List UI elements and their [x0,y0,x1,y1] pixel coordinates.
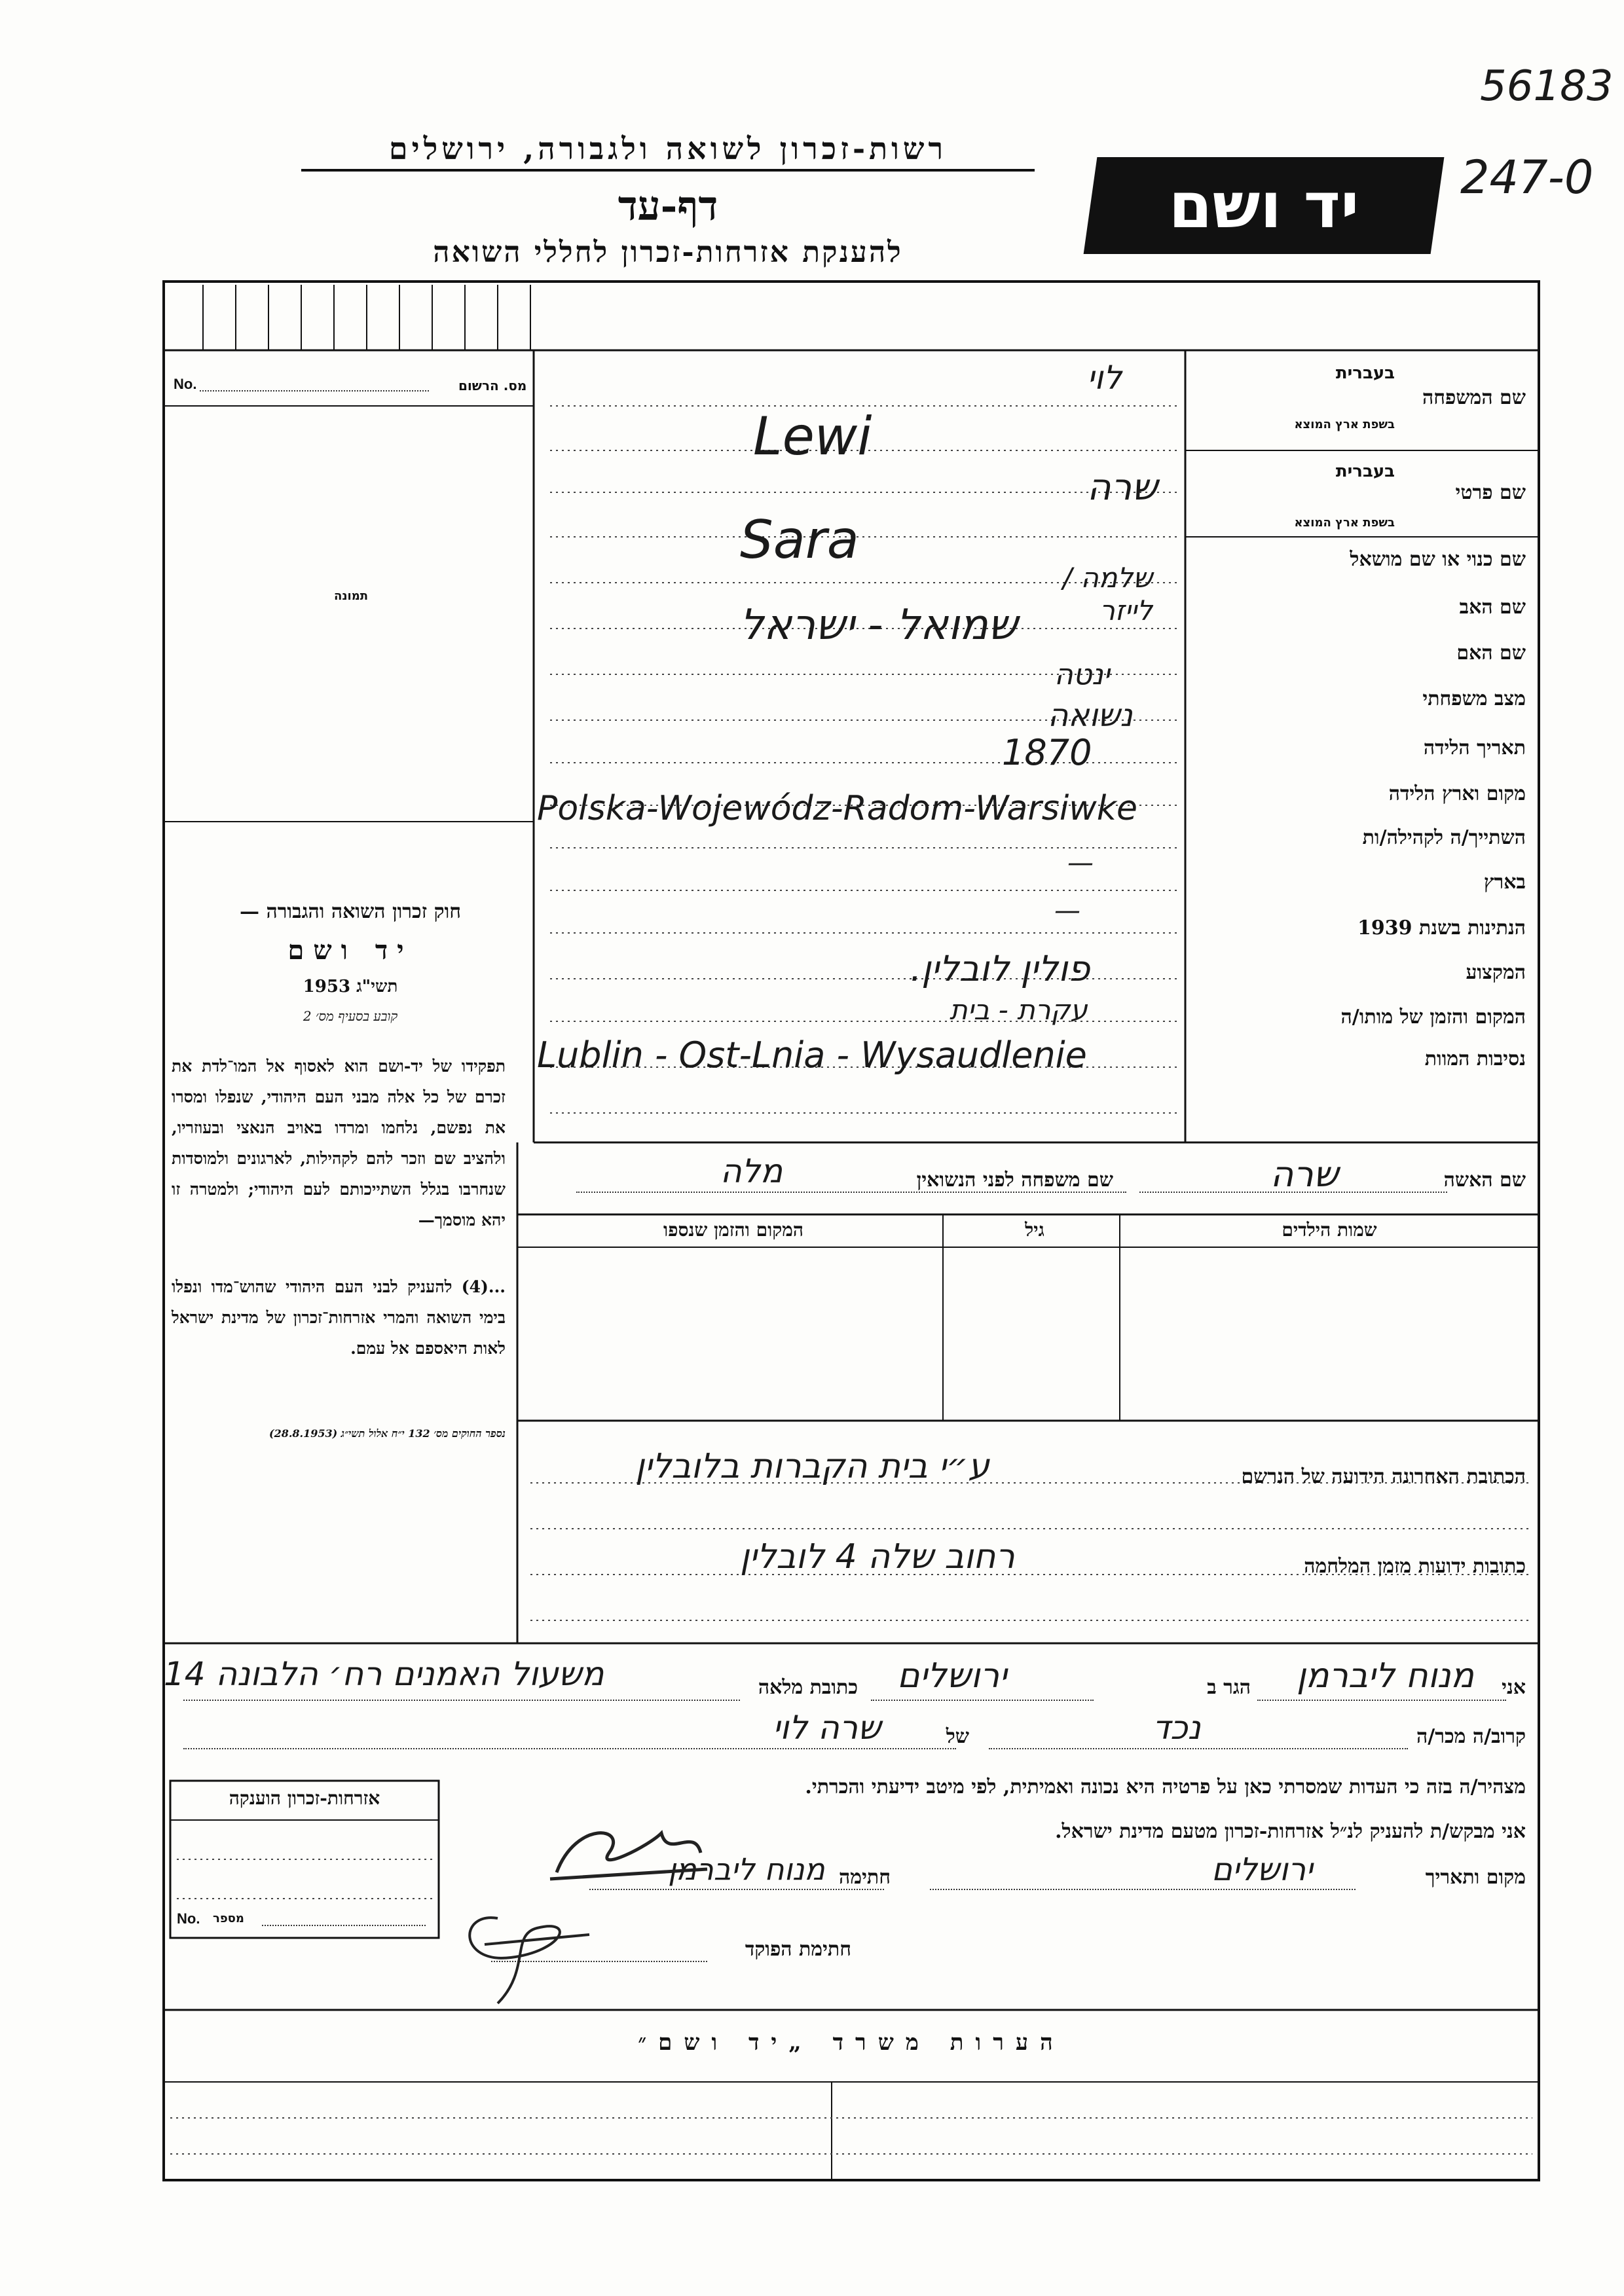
authority-title: רשות-זכרון לשואה ולגבורה, ירושלים [301,131,1035,172]
maiden-name-value[interactable]: מלה [720,1152,783,1190]
relation-field[interactable] [989,1748,1408,1749]
war-address-label: כתובות ידועות מזמן המלחמה [1304,1555,1526,1578]
registry-no-label: No. [174,376,197,392]
father-value[interactable]: שמואל - ישראל [740,601,1018,649]
photo-label: תמונה [334,589,369,603]
family-name-local-value[interactable]: Lewi [753,406,872,467]
birth-date-label: תאריך הלידה [1423,737,1526,759]
family-name-label: שם המשפחה [1422,386,1526,409]
granted-title: אזרחות-זכרון הוענקה [229,1787,380,1809]
resident-city-field[interactable] [871,1700,1094,1701]
declarant-name-field[interactable] [1257,1700,1506,1701]
citizenship-label: הנתינות בשנת 1939 [1357,917,1526,939]
place-date-value[interactable]: ירושלים [1211,1851,1313,1888]
wife-label: שם האשה [1443,1169,1526,1192]
maiden-name-label: שם משפחה לפני הנשואין [916,1169,1113,1192]
children-place-header: המקום והזמן שנספו [663,1219,803,1241]
address-label: כתובת מלאה [758,1676,858,1699]
wife-value[interactable]: שרה [1270,1154,1339,1195]
birth-place-label: מקום וארץ הלידה [1388,782,1526,805]
officer-signature-label: חתימת הפוקד [745,1938,851,1961]
declaration-statement: מצהיר/ה בזה כי העדות שמסרתי כאן על פרטיה היא נכונה ואמיתית, לפי מיטב ידיעתי והכרתי. [805,1776,1526,1798]
mother-label: שם האם [1456,642,1526,665]
death-cause-label: נסיבות המוות [1424,1048,1526,1070]
signature-value[interactable]: מנוח ליברמן [668,1851,825,1887]
law-text-citizenship: ...(4) להעניק לבני העם היהודי שהוש־מדו ונפלו בימי השואה והמרי אזרחות־זכרון של מדינת ישראל לאות היאספם אל עמם. [172,1277,506,1358]
relation-label: קרוב/ה מכר/ה [1416,1725,1526,1748]
nickname-label: שם כנוי או שם מושאל [1350,548,1526,571]
family-name-hebrew-value[interactable]: לוי [1087,359,1122,397]
registry-input[interactable] [200,390,429,392]
declarant-i-label: אני [1502,1676,1526,1699]
marital-value[interactable]: נשואה [1048,697,1133,734]
war-address-value[interactable]: רחוב שלה 4 לובלין [740,1537,1015,1576]
country-label: בארץ [1483,871,1526,894]
form-title: דף-עד [618,182,718,230]
signature-label: חתימה [839,1866,891,1889]
granted-number-field[interactable] [262,1925,426,1926]
community-value[interactable]: — [1067,848,1094,878]
birth-place-value[interactable]: Polska-Wojewódz-Radom-Warsiwke [537,789,1137,828]
family-hebrew-label: בעברית [1335,363,1395,383]
granted-number-label: מספר [213,1912,244,1925]
law-name: יד ושם [287,935,413,966]
community-label: השתייך/ה לקהילה/ות [1362,826,1526,849]
relation-value[interactable]: נכד [1153,1709,1201,1747]
death-place-value[interactable]: Lublin - Ost-Lnia - Wysaudlenie [537,1034,1087,1076]
remarks-title: הערות משרד „יד ושם״ [638,2030,1065,2056]
of-name-value[interactable]: שרה לוי [773,1709,881,1747]
citizenship-value[interactable]: פולין לובלין. [910,948,1090,989]
of-label: של [946,1725,969,1748]
maiden-name-field[interactable] [576,1192,1126,1193]
first-name-hebrew-value[interactable]: שרה [1087,466,1158,509]
archive-number: 56183 [1480,62,1614,111]
law-year: תשי"ג 1953 [303,977,398,996]
of-name-field[interactable] [183,1748,956,1749]
first-local-label: בשפת ארץ המוצא [1294,516,1395,530]
law-footnote: נספר החוקים מס׳ 132 י״ח אלול תשי״ג (28.8.1953) [268,1427,506,1440]
place-date-label: מקום ותאריך [1425,1866,1526,1889]
law-clause: קובע בסעיף מס׳ 2 [303,1008,398,1024]
address-value[interactable]: משעול האמנים רח׳ הלבונה 14 [164,1655,604,1693]
request-statement: אני מבקש/ת להעניק לנ״ל אזרחות-זכרון מטעם מדינת ישראל. [1055,1820,1526,1843]
family-local-label: בשפת ארץ המוצא [1294,418,1395,431]
granted-no-label: No. [177,1910,200,1927]
mother-extra-value[interactable]: ינטה [1054,658,1110,691]
children-names-header: שמות הילדים [1282,1219,1377,1241]
address-field[interactable] [183,1700,740,1701]
occupation-value[interactable]: עקרת - בית [950,994,1088,1026]
occupation-label: המקצוע [1466,961,1526,984]
resident-city-value[interactable]: ירושלים [897,1656,1007,1696]
law-text-purpose: תפקידו של יד-ושם הוא לאסוף אל המו־לדת את זכרם של כל אלה מבני העם היהודי, שנפלו ומסרו את נפשם, נלחמו ומרדו באויב הנאצי ובעוזריו, ולהציב שם וזכר להם לקהילות, לארגונים ולמוסדות שנחרבו בגלל השתייכותם לעם היהודי; ולמטרה זו יהא מוסמך— [172,1057,506,1230]
first-hebrew-label: בעברית [1335,462,1395,481]
registry-label: מס. הרשום [458,378,527,393]
officer-signature-field[interactable] [491,1961,707,1962]
law-title: חוק זכרון השואה והגבורה — [240,900,461,923]
father-label: שם האב [1459,596,1526,619]
resident-label: הגר ב [1207,1676,1251,1699]
first-name-local-value[interactable]: Sara [740,509,859,570]
birth-date-value[interactable]: 1870 [1002,732,1092,773]
declarant-name-value[interactable]: מנוח ליברמן [1297,1656,1474,1696]
children-age-header: גיל [1025,1219,1044,1241]
signature-field[interactable] [589,1889,884,1890]
first-name-label: שם פרטי [1455,481,1526,504]
marital-label: מצב משפחתי [1422,687,1526,710]
logo-text: יד ושם [1168,169,1359,242]
country-value[interactable]: — [1054,896,1080,926]
place-date-field[interactable] [930,1889,1356,1890]
archive-number-secondary: 247-0 [1460,151,1594,204]
death-place-label: המקום והזמן של מותו/ה [1340,1006,1526,1029]
last-address-value[interactable]: ע״י בית הקברות בלובלין [635,1447,989,1486]
form-subtitle: להענקת אזרחות-זכרון לחללי השואה [433,236,903,269]
father-extra-value[interactable]: שלמה / לייזר [1062,562,1153,627]
last-address-label: הכתובת האחרונה הידועה של הנרשם [1241,1465,1526,1488]
